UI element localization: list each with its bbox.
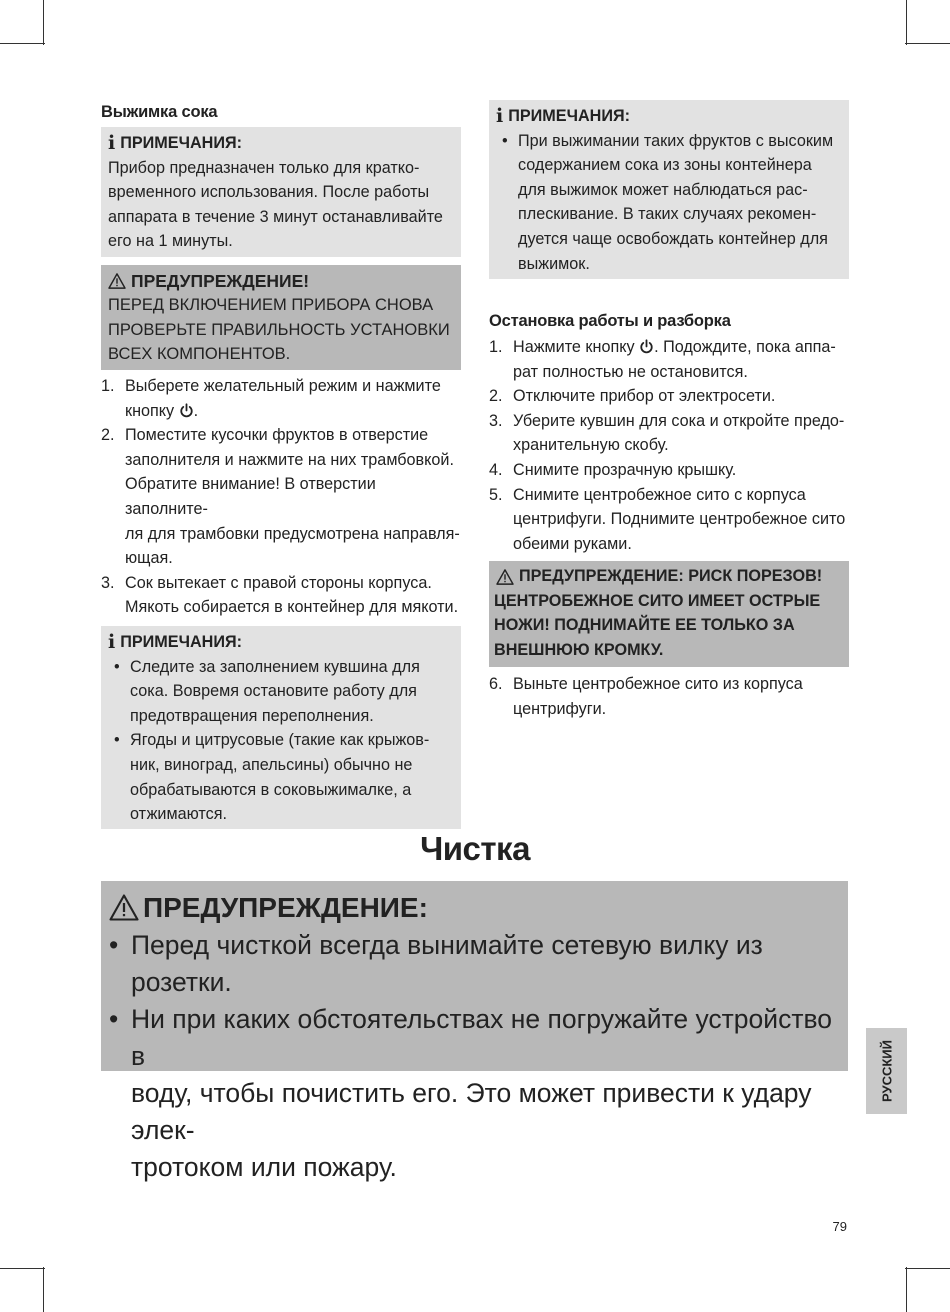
list-item: 1. Нажмите кнопку . Подождите, пока аппа- рат полностью не остановится. (489, 338, 836, 381)
warning-line: НОЖИ! ПОДНИМАЙТЕ ЕЕ ТОЛЬКО ЗА (494, 616, 795, 635)
crop-mark (905, 43, 950, 44)
power-icon (179, 403, 194, 418)
list-item: • Следите за заполнением кувшина для сока. Вовремя остановите работу для предотвращения переполнения. (114, 657, 420, 725)
list-item: 6. Выньте центробежное сито из корпуса центрифуги. (489, 675, 803, 718)
warning-icon (109, 894, 139, 921)
warning-icon (496, 569, 514, 585)
list-item: 4. Снимите прозрачную крышку. (489, 460, 737, 479)
crop-mark (43, 0, 44, 45)
list-item: 3. Сок вытекает с правой стороны корпуса. Мякоть собирается в контейнер для мякоти. (101, 573, 459, 617)
list-item: • При выжимании таких фруктов с высоким содержанием сока из зоны контейнера для выжимок может наблюдаться рас- плескивание. В таких случаях рекомен- дуется чаще освобождать контейнер для выжимок. (502, 131, 834, 273)
list-item: 3. Уберите кувшин для сока и откройте предо- хранительную скобу. (489, 411, 845, 455)
list-item: 5. Снимите центробежное сито с корпуса центрифуги. Поднимите центробежное сито обеими руками. (489, 485, 846, 553)
right-column (489, 100, 849, 722)
cleaning-warning-box (101, 881, 848, 1182)
language-tab: РУССКИЙ (866, 1028, 907, 1114)
info-icon: i (108, 132, 116, 155)
crop-mark (43, 1267, 44, 1312)
warning-box (101, 265, 461, 370)
warning-line: ПРОВЕРЬТЕ ПРАВИЛЬНОСТЬ УСТАНОВКИ (108, 320, 450, 339)
warning-title: ПРЕДУПРЕЖДЕНИЕ! (108, 269, 454, 293)
list-item: • Перед чисткой всегда вынимайте сетевую вилку из розетки. (109, 930, 763, 997)
note-line: его на 1 минуты. (108, 232, 233, 251)
crop-mark (906, 1267, 907, 1312)
crop-mark (0, 1268, 45, 1269)
info-icon: i (108, 631, 116, 654)
warning-box (489, 561, 849, 667)
warning-title: ПРЕДУПРЕЖДЕНИЕ: (109, 887, 838, 927)
list-item: • Ни при каких обстоятельствах не погружайте устройство в воду, чтобы почистить его. Это может привести к удару элек- тротоком или пожару. (109, 1004, 832, 1182)
section-title-cleaning: Чистка (420, 830, 530, 867)
notes-box (489, 100, 849, 279)
list-item: 1. Выберете желательный режим и нажмите кнопку . (101, 377, 441, 420)
page-number: 79 (832, 1219, 847, 1234)
notes-title: i ПРИМЕЧАНИЯ: (496, 105, 630, 128)
steps-list (489, 672, 849, 721)
notes-title: i ПРИМЕЧАНИЯ: (108, 631, 242, 654)
section-heading-juicing: Выжимка сока (101, 103, 218, 121)
note-line: Прибор предназначен только для кратко- (108, 158, 420, 177)
list-item: 2. Отключите прибор от электросети. (489, 387, 776, 406)
list-item: • Ягоды и цитрусовые (такие как крыжов- ник, виноград, апельсины) обычно не обрабатываются в соковыжималке, а отжимаются. (114, 731, 430, 824)
crop-mark (905, 1268, 950, 1269)
notes-list (496, 129, 841, 277)
notes-title: i ПРИМЕЧАНИЯ: (108, 132, 242, 155)
note-line: аппарата в течение 3 минут останавливайте (108, 207, 443, 226)
warning-line: ПЕРЕД ВКЛЮЧЕНИЕМ ПРИБОРА СНОВА (108, 296, 434, 315)
power-icon (639, 339, 654, 354)
notes-list (108, 655, 453, 827)
note-line: временного использования. После работы (108, 183, 430, 202)
section-heading-disassembly: Остановка работы и разборка (489, 312, 731, 330)
notes-box (101, 626, 461, 829)
warning-line: ЦЕНТРОБЕЖНОЕ СИТО ИМЕЕТ ОСТРЫЕ (494, 591, 821, 610)
warning-icon (108, 273, 126, 289)
crop-mark (906, 0, 907, 45)
cleaning-warning-list (109, 927, 838, 1186)
crop-mark (0, 43, 45, 44)
info-icon: i (496, 105, 504, 128)
warning-line: ПРЕДУПРЕЖДЕНИЕ: РИСК ПОРЕЗОВ! (496, 564, 842, 588)
warning-line: ВСЕХ КОМПОНЕНТОВ. (108, 345, 291, 364)
list-item: 2. Поместите кусочки фруктов в отверстие заполнителя и нажмите на них трамбовкой. Обратите внимание! В отверстии заполните- ля для трамбовки предусмотрена направля- ющая. (101, 426, 460, 568)
warning-line: ВНЕШНЮЮ КРОМКУ. (494, 640, 664, 659)
notes-box (101, 127, 461, 257)
left-column (101, 100, 461, 829)
steps-list (101, 374, 461, 620)
steps-list (489, 335, 849, 556)
